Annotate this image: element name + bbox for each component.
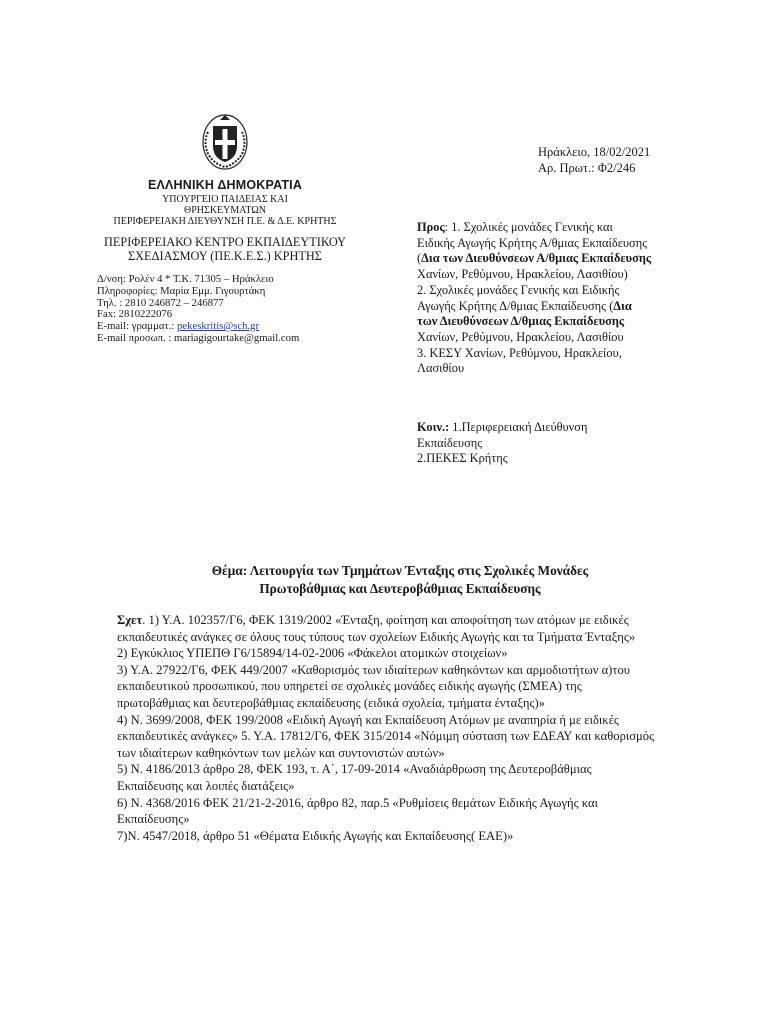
cc-label: Κοιν.: (417, 420, 450, 434)
cc-line-2: 2.ΠΕΚΕΣ Κρήτης (417, 451, 508, 466)
reference-7: 7)Ν. 4547/2018, άρθρο 51 «Θέματα Ειδικής Αγωγής και Εκπαίδευσης( ΕΑΕ)» (117, 828, 514, 843)
references-label: Σχετ (117, 613, 143, 627)
personal-email-label: E-mail προσωπ. : (97, 331, 175, 344)
ministry-line: ΥΠΟΥΡΓΕΙΟ ΠΑΙΔΕΙΑΣ ΚΑΙ (162, 194, 288, 205)
office-email-label: E-mail: γραμματ.: (97, 320, 178, 333)
subject-line-2: Πρωτοβάθμιας και Δευτεροβάθμιας Εκπαίδευσης (259, 581, 541, 596)
subject-line-1 (110, 562, 690, 580)
center-name (80, 236, 370, 263)
recipient-2 (417, 283, 653, 346)
government-title: ΕΛΛΗΝΙΚΗ ΔΗΜΟΚΡΑΤΙΑ (147, 178, 303, 192)
recipient-2-bold: Δια των Διευθύνσεων Δ/θμιας Εκπαίδευσης (417, 298, 632, 329)
subject-block (110, 562, 690, 598)
office-email-link[interactable]: pekeskritis@sch.gr (177, 320, 260, 333)
reference-2: 2) Εγκύκλιος ΥΠΕΠΘ Γ6/15894/14-02-2006 «Φάκελοι ατομικών στοιχείων» (117, 646, 508, 661)
contact-block (97, 274, 397, 345)
personal-email-value: mariagigourtake@gmail.com (174, 331, 300, 344)
recipient-2-text: 2. Σχολικές μονάδες Γενικής και Ειδικής Αγωγής Κρήτης Δ/θμιας Εκπαίδευσης ( (417, 282, 620, 313)
date-block (538, 144, 650, 176)
center-name-line: ΣΧΕΔΙΑΣΜΟΥ (ΠΕ.Κ.Ε.Σ.) ΚΡΗΤΗΣ (128, 248, 322, 263)
personal-email (97, 333, 397, 345)
recipient-1-text-end: Χανίων, Ρεθύμνου, Ηρακλείου, Λασιθίου) (417, 267, 628, 282)
protocol-number: Αρ. Πρωτ.: Φ2/246 (538, 161, 636, 175)
reference-1 (117, 612, 657, 645)
recipient-1-text: : 1. Σχολικές μονάδες Γενικής και Ειδικής Αγωγής Κρήτης Α/θμιας Εκπαίδευσης ( (417, 220, 648, 266)
subject-text: : Λειτουργία των Τμημάτων Ένταξης στις Σχολικές Μονάδες (242, 563, 589, 578)
recipient-1 (417, 220, 653, 283)
reference-6: 6) Ν. 4368/2016 ΦΕΚ 21/21-2-2016, άρθρο 82, παρ.5 «Ρυθμίσεις θεμάτων Ειδικής Αγωγής και Εκπαίδευσης» (117, 795, 598, 827)
cc-block (417, 420, 653, 467)
greek-coat-of-arms-icon (200, 112, 250, 172)
center-name-line: ΠΕΡΙΦΕΡΕΙΑΚΟ ΚΕΝΤΡΟ ΕΚΠΑΙΔΕΥΤΙΚΟΥ (103, 235, 347, 249)
references-block (117, 612, 657, 844)
reference-5: 5) Ν. 4186/2013 άρθρο 28, ΦΕΚ 193, τ. Α΄, 17-09-2014 «Αναδιάρθρωση της Δευτεροβάθμιας Εκπαίδευσης και λοιπές διατάξεις» (117, 762, 592, 793)
contact-person: Πληροφορίες: Μαρία Εμμ. Γιγουρτάκη (97, 284, 266, 297)
address: Δ/νση: Ρολέν 4 * Τ.Κ. 71305 – Ηράκλειο (97, 273, 274, 285)
regional-directorate-line: ΠΕΡΙΦΕΡΕΙΑΚΗ ΔΙΕΥΘΥΝΣΗ Π.Ε. & Δ.Ε. ΚΡΗΤΗΣ (113, 216, 337, 227)
recipients-label: Προς (417, 220, 445, 234)
subject-label: Θέμα (211, 563, 243, 578)
cc-line-1 (417, 420, 653, 451)
ministry-line: ΘΡΗΣΚΕΥΜΑΤΩΝ (184, 205, 266, 216)
fax: Fax: 2810222076 (97, 308, 173, 321)
document-date: Ηράκλειο, 18/02/2021 (538, 145, 651, 159)
recipient-3: 3. ΚΕΣΥ Χανίων, Ρεθύμνου, Ηρακλείου, Λασιθίου (417, 345, 622, 376)
reference-1-text: . 1) Υ.Α. 102357/Γ6, ΦΕΚ 1319/2002 «Ένταξη, φοίτηση και αποφοίτηση των ατόμων με ειδικές εκπαιδευτικές ανάγκες σε όλους τους τύπους των σχολείων Ειδικής Αγωγής και τα Τμήματα Ένταξης» (117, 613, 636, 644)
cc-line-1-text: 1.Περιφερειακή Διεύθυνση Εκπαίδευσης (417, 420, 588, 450)
recipients-block (417, 220, 653, 377)
reference-3: 3) Υ.Α. 27922/Γ6, ΦΕΚ 449/2007 «Καθορισμός των ιδιαίτερων καθηκόντων και αρμοδιοτήτων α)του εκπαιδευτικού προσωπικού, που υπηρετεί σε σχολικές μονάδες ειδικής αγωγής (ΣΜΕΑ) της πρωτοβάθμιας και δευτεροβάθμιας εκπαίδευσης (ειδικά σχολεία, τμήματα ένταξης)» (117, 662, 630, 710)
reference-4: 4) Ν. 3699/2008, ΦΕΚ 199/2008 «Ειδική Αγωγή και Εκπαίδευση Ατόμων με αναπηρία ή με ειδικές εκπαιδευτικές ανάγκες» 5. Υ.Α. 17812/Γ6, ΦΕΚ 315/2014 «Νόμιμη σύσταση των ΕΔΕΑΥ και καθορισμός των ιδιαίτερων καθηκόντων των μελών και συντονιστών αυτών» (117, 712, 655, 760)
recipient-2-text-end: Χανίων, Ρεθύμνου, Ηρακλείου, Λασιθίου (417, 329, 624, 344)
phone: Τηλ. : 2810 246872 – 246877 (97, 296, 224, 309)
ministry-block (80, 194, 370, 227)
recipient-1-bold: Δια των Διευθύνσεων Α/θμιας Εκπαίδευσης (421, 251, 652, 266)
